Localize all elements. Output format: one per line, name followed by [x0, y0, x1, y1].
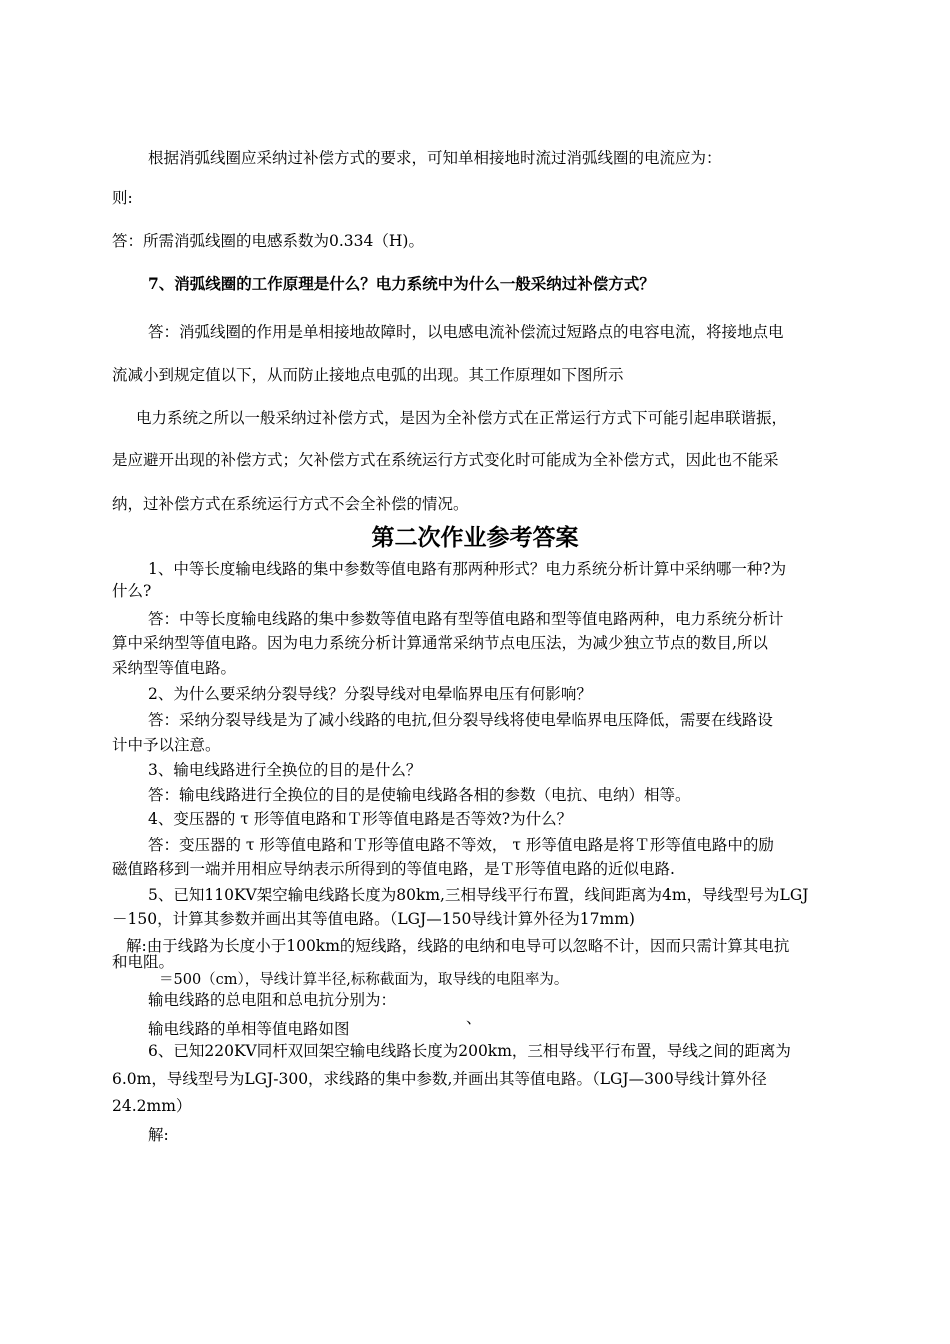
punctuation-mark: 、: [466, 1009, 482, 1027]
answer-line: 答：中等长度输电线路的集中参数等值电路有型等值电路和型等值电路两种，电力系统分析计: [148, 610, 784, 628]
question-line: 什么?: [112, 582, 152, 600]
question-heading: 7、消弧线圈的工作原理是什么？电力系统中为什么一般采纳过补偿方式？: [148, 274, 655, 293]
answer-line: 输电线路的单相等值电路如图: [148, 1020, 350, 1038]
answer-line: 电力系统之所以一般采纳过补偿方式，是因为全补偿方式在正常运行方式下可能引起串联谐振，: [136, 409, 788, 427]
answer-line: 算中采纳型等值电路。因为电力系统分析计算通常采纳节点电压法，为减少独立节点的数目,所以: [112, 634, 768, 652]
answer-line: 计中予以注意。: [112, 736, 221, 754]
answer-line: 答：变压器的 τ 形等值电路和Ｔ形等值电路不等效， τ 形等值电路是将Ｔ形等值电路中的励: [148, 836, 774, 854]
answer-line: 输电线路的总电阻和总电抗分别为：: [148, 991, 397, 1009]
answer-line: 流减小到规定值以下，从而防止接地点电弧的出现。其工作原理如下图所示: [112, 366, 624, 384]
answer-line: 解:由于线路为长度小于100km的短线路，线路的电纳和电导可以忽略不计，因而只需计算其电抗: [126, 937, 790, 955]
answer-line: ＝500（cm），导线计算半径,标称截面为，取导线的电阻率为。: [159, 972, 569, 988]
question-line: 2、为什么要采纳分裂导线？分裂导线对电晕临界电压有何影响？: [148, 685, 592, 703]
answer-line: 答：消弧线圈的作用是单相接地故障时，以电感电流补偿流过短路点的电容电流，将接地点电: [148, 323, 784, 341]
question-line: 1、中等长度输电线路的集中参数等值电路有那两种形式？电力系统分析计算中采纳哪一种?为: [148, 560, 787, 578]
answer-line: 采纳型等值电路。: [112, 659, 237, 677]
answer-line: 和电阻。: [112, 953, 175, 971]
paragraph: 根据消弧线圈应采纳过补偿方式的要求，可知单相接地时流过消弧线圈的电流应为：: [148, 149, 722, 167]
question-line: 3、输电线路进行全换位的目的是什么？: [148, 761, 422, 779]
answer-line: 答：所需消弧线圈的电感系数为0.334（H)。: [112, 232, 424, 250]
question-line: －150，计算其参数并画出其等值电路。（LGJ—150导线计算外径为17mm): [112, 910, 635, 928]
question-line: 24.2mm）: [112, 1097, 192, 1115]
question-line: 5、已知110KV架空输电线路长度为80km,三相导线平行布置，线间距离为4m，导线型号为LGJ: [148, 886, 809, 904]
answer-line: 答：采纳分裂导线是为了减小线路的电抗,但分裂导线将使电晕临界电压降低，需要在线路设: [148, 711, 773, 729]
answer-line: 纳，过补偿方式在系统运行方式不会全补偿的情况。: [112, 495, 469, 513]
question-line: 6.0m，导线型号为LGJ-300，求线路的集中参数,并画出其等值电路。（LGJ—300导线计算外径: [112, 1070, 767, 1088]
question-line: 4、变压器的 τ 形等值电路和Ｔ形等值电路是否等效?为什么？: [148, 810, 573, 828]
question-line: 6、已知220KV同杆双回架空输电线路长度为200km，三相导线平行布置，导线之间的距离为: [148, 1042, 791, 1060]
answer-line: 磁值路移到一端并用相应导纳表示所得到的等值电路，是Ｔ形等值电路的近似电路.: [112, 860, 675, 878]
page-title: 第二次作业参考答案: [371, 525, 579, 551]
answer-line: 是应避开出现的补偿方式；欠补偿方式在系统运行方式变化时可能成为全补偿方式，因此也不能采: [112, 451, 779, 469]
answer-line: 解:: [148, 1126, 169, 1144]
answer-line: 答：输电线路进行全换位的目的是使输电线路各相的参数（电抗、电纳）相等。: [148, 786, 691, 804]
paragraph: 则:: [112, 189, 133, 207]
